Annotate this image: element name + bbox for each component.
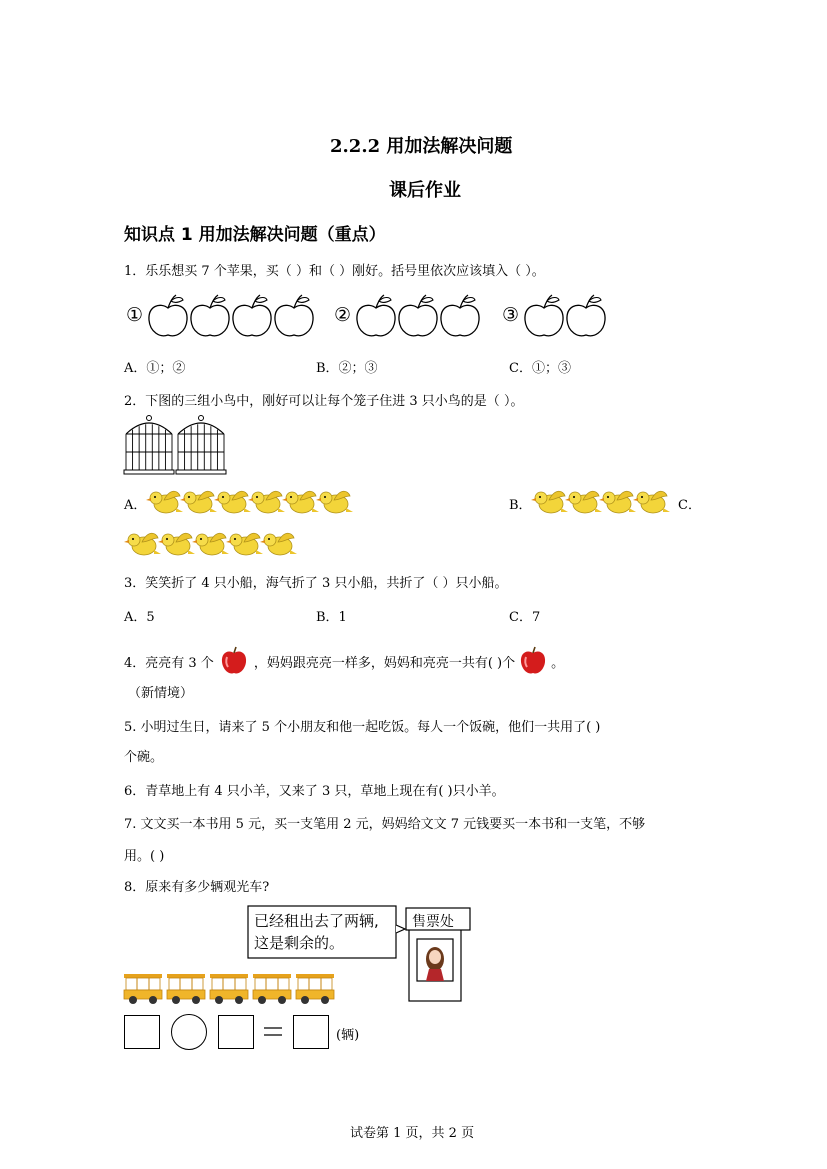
apple-outline-icon bbox=[399, 295, 437, 336]
group-label-1: ① bbox=[126, 304, 144, 326]
yellow-bird-icon bbox=[146, 491, 183, 513]
yellow-bird-icon bbox=[633, 491, 670, 513]
apple-groups bbox=[124, 292, 624, 342]
apple-outline-icon bbox=[191, 295, 229, 336]
sightseeing-car-icon bbox=[124, 974, 162, 1004]
equals-sign bbox=[264, 1025, 284, 1039]
question-8-text: 8．原来有多少辆观光车? bbox=[124, 880, 270, 895]
birdcage-icon bbox=[176, 416, 226, 475]
question-7-line2: 用。( ) bbox=[124, 849, 165, 864]
yellow-bird-icon bbox=[565, 491, 602, 513]
question-2-text: 2．下图的三组小鸟中，刚好可以让每个笼子住进 3 只小鸟的是（ ）。 bbox=[124, 394, 524, 409]
section-heading: 知识点 1 用加法解决问题（重点） bbox=[124, 225, 386, 245]
q1-option-b[interactable]: B．②；③ bbox=[316, 361, 378, 376]
apple-outline-icon bbox=[525, 295, 563, 336]
group-label-3: ③ bbox=[502, 304, 520, 326]
question-4-note: （新情境） bbox=[128, 686, 194, 701]
q1-option-c[interactable]: C．①；③ bbox=[509, 361, 571, 376]
question-1-text: 1．乐乐想买 7 个苹果，买（ ）和（ ）刚好。括号里依次应该填入（ ）。 bbox=[124, 264, 545, 279]
yellow-bird-icon bbox=[599, 491, 636, 513]
question-6-text: 6．青草地上有 4 只小羊，又来了 3 只，草地上现在有( )只小羊。 bbox=[124, 784, 505, 799]
yellow-bird-icon bbox=[260, 533, 297, 555]
answer-box-result[interactable] bbox=[293, 1015, 329, 1049]
sightseeing-car-icon bbox=[210, 974, 248, 1004]
q2-option-b-birds bbox=[531, 484, 671, 520]
q2-option-c-birds bbox=[124, 526, 299, 562]
sightseeing-car-icon bbox=[296, 974, 334, 1004]
apple-outline-icon bbox=[567, 295, 605, 336]
q3-option-c[interactable]: C．7 bbox=[509, 610, 541, 625]
group-label-2: ② bbox=[334, 304, 352, 326]
q3-option-b[interactable]: B．1 bbox=[316, 610, 347, 625]
question-7-line1: 7. 文文买一本书用 5 元，买一支笔用 2 元，妈妈给文文 7 元钱要买一本书和一支笔，不够 bbox=[124, 817, 646, 832]
apple-outline-icon bbox=[357, 295, 395, 336]
apple-outline-icon bbox=[441, 295, 479, 336]
apple-outline-icon bbox=[149, 295, 187, 336]
yellow-bird-icon bbox=[282, 491, 319, 513]
question-4-text bbox=[124, 645, 564, 677]
yellow-bird-icon bbox=[158, 533, 195, 555]
birdcages bbox=[124, 414, 234, 476]
q2-option-c-label[interactable]: C． bbox=[678, 498, 701, 513]
yellow-bird-icon bbox=[248, 491, 285, 513]
yellow-bird-icon bbox=[226, 533, 263, 555]
yellow-bird-icon bbox=[531, 491, 568, 513]
q3-option-a[interactable]: A．5 bbox=[124, 610, 155, 625]
yellow-bird-icon bbox=[180, 491, 217, 513]
yellow-bird-icon bbox=[124, 533, 161, 555]
question-4-part3: 。 bbox=[551, 655, 565, 671]
q2-option-a-label[interactable]: A． bbox=[124, 498, 147, 513]
question-4-part2: ，妈妈跟亮亮一样多，妈妈和亮亮一共有( )个 bbox=[253, 655, 516, 671]
yellow-bird-icon bbox=[214, 491, 251, 513]
question-5-line2: 个碗。 bbox=[124, 750, 164, 765]
yellow-bird-icon bbox=[316, 491, 353, 513]
question-5-line1: 5. 小明过生日，请来了 5 个小朋友和他一起吃饭。每人一个饭碗，他们一共用了( ) bbox=[124, 720, 601, 735]
red-apple-icon bbox=[517, 645, 549, 677]
q2-option-a-birds bbox=[146, 484, 356, 520]
sightseeing-cars bbox=[122, 970, 342, 1006]
question-3-text: 3．笑笑折了 4 只小船，海气折了 3 只小船，共折了（ ）只小船。 bbox=[124, 576, 508, 591]
speech-line-1: 已经租出去了两辆, bbox=[254, 912, 379, 930]
apple-outlines bbox=[124, 292, 624, 342]
ticket-sign: 售票处 bbox=[412, 914, 454, 930]
page-subtitle: 课后作业 bbox=[389, 180, 461, 201]
question-4-part1: 4．亮亮有 3 个 bbox=[124, 655, 214, 671]
q2-option-b-label[interactable]: B． bbox=[509, 498, 532, 513]
answer-box-1[interactable] bbox=[124, 1015, 160, 1049]
operator-circle[interactable] bbox=[171, 1014, 207, 1050]
page-title: 2.2.2 用加法解决问题 bbox=[330, 136, 513, 157]
page-footer: 试卷第 1 页，共 2 页 bbox=[350, 1126, 475, 1141]
answer-box-2[interactable] bbox=[218, 1015, 254, 1049]
q1-option-a[interactable]: A．①；② bbox=[124, 361, 186, 376]
birdcage-icon bbox=[124, 416, 174, 475]
red-apple-icon bbox=[218, 645, 250, 677]
apple-outline-icon bbox=[275, 295, 313, 336]
unit-label: (辆) bbox=[336, 1028, 360, 1043]
speech-line-2: 这是剩余的。 bbox=[254, 934, 345, 952]
sightseeing-car-icon bbox=[253, 974, 291, 1004]
yellow-bird-icon bbox=[192, 533, 229, 555]
sightseeing-car-icon bbox=[167, 974, 205, 1004]
apple-outline-icon bbox=[233, 295, 271, 336]
